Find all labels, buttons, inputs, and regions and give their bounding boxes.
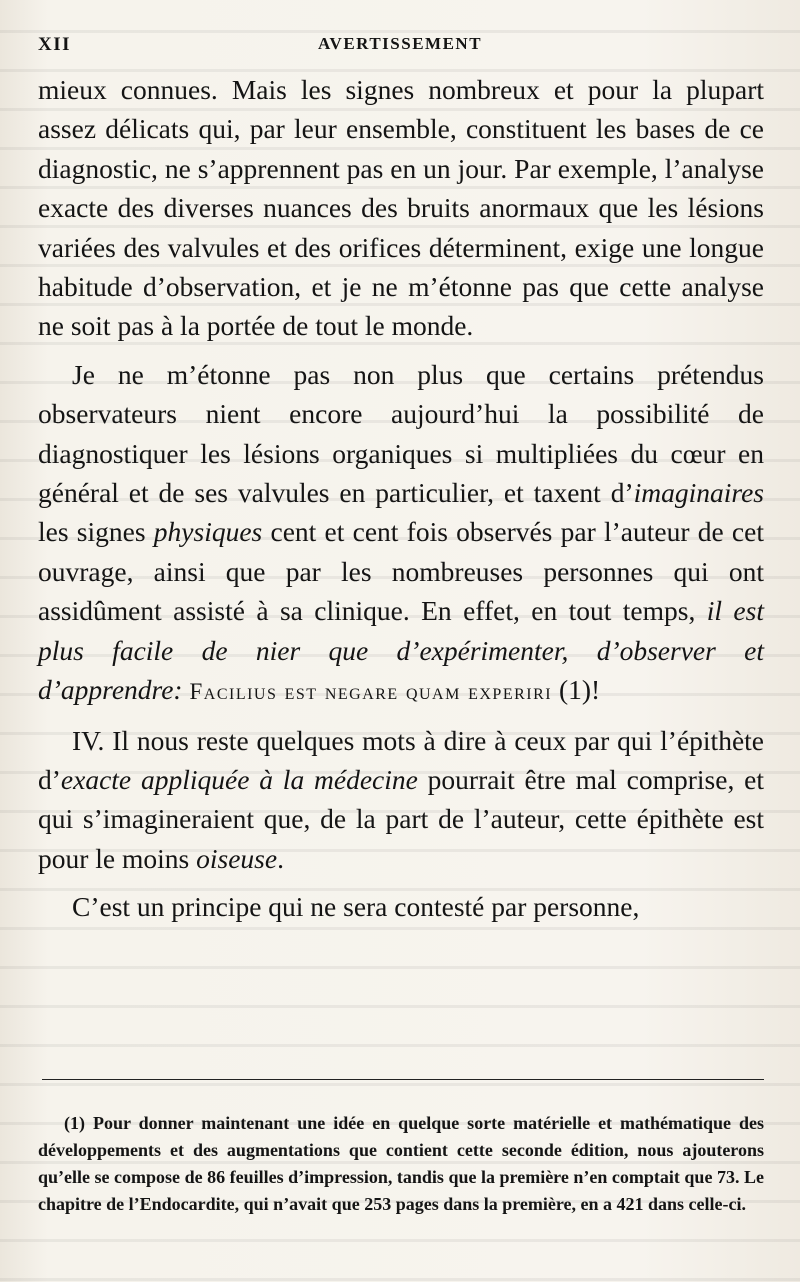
latin-maxim: Facilius est negare quam experiri bbox=[189, 679, 553, 705]
paragraph-1: mieux connues. Mais les signes nombreux et pour la plupart assez délicats qui, par leur ensemble, constituent les bases de ce diagnostic, ne s’apprennent pas en un jour. Par exemple, l’analyse exacte des diverses nuances des bruits anormaux que les lésions variées des valvules et des orifices déterminent, exige une longue habitude d’observation, et je ne m’étonne pas que cette analyse ne soit pas à la portée de tout le monde. bbox=[38, 74, 764, 342]
footnote bbox=[38, 1110, 764, 1218]
paragraph-3-text-a: IV. Il nous reste quelques mots à dire à ceux par qui l’épithète d’ bbox=[38, 724, 764, 795]
paragraph-3 bbox=[38, 721, 764, 879]
footnote-rule bbox=[42, 1079, 764, 1080]
paragraph-2-text-c: les signes bbox=[38, 516, 154, 548]
paragraph-3-text-c: pourrait être mal comprise, et qui s’imagineraient que, de la part de l’auteur, cette épithète est pour le moins bbox=[38, 763, 764, 874]
paragraph-2-text-a: Je ne m’étonne pas non plus que certains prétendus observateurs nient encore aujourd’hui la possibilité de diagnostiquer les lésions organiques si multipliées du cœur en général et de ses valvules en particulier, et taxent d’ bbox=[38, 358, 764, 509]
paragraph-3-text-e: . bbox=[277, 842, 284, 874]
paragraph-4: C’est un principe qui ne sera contesté par personne, bbox=[72, 891, 640, 923]
running-title: AVERTISSEMENT bbox=[317, 34, 483, 53]
italic-physiques: physiques bbox=[153, 516, 263, 548]
page-header bbox=[38, 34, 762, 64]
main-text bbox=[38, 70, 764, 927]
italic-quote: il est plus facile de nier que d’expérimenter, d’observer et d’apprendre: bbox=[38, 595, 764, 706]
page-number: XII bbox=[38, 34, 72, 55]
footnote-text: (1) Pour donner maintenant une idée en quelque sorte matérielle et mathématique des développements et des augmentations que contient cette seconde édition, nous ajouterons qu’elle se compose de 86 feuilles d’impression, tandis que la première n’en comptait que 73. Le chapitre de l’Endocardite, qui n’avait que 253 pages dans la première, en a 421 dans celle-ci. bbox=[38, 1113, 764, 1214]
footnote-reference: (1)! bbox=[552, 674, 601, 706]
italic-exacte: exacte appliquée à la médecine bbox=[60, 763, 418, 795]
italic-imaginaires: imaginaires bbox=[633, 477, 764, 509]
paragraph-2-text-e: cent et cent fois observés par l’auteur de cet ouvrage, ainsi que par les nombreuses personnes qui ont assidûment assisté à sa clinique. En effet, en tout temps, bbox=[38, 516, 764, 627]
paragraph-2 bbox=[38, 355, 764, 712]
italic-oiseuse: oiseuse bbox=[196, 842, 278, 874]
